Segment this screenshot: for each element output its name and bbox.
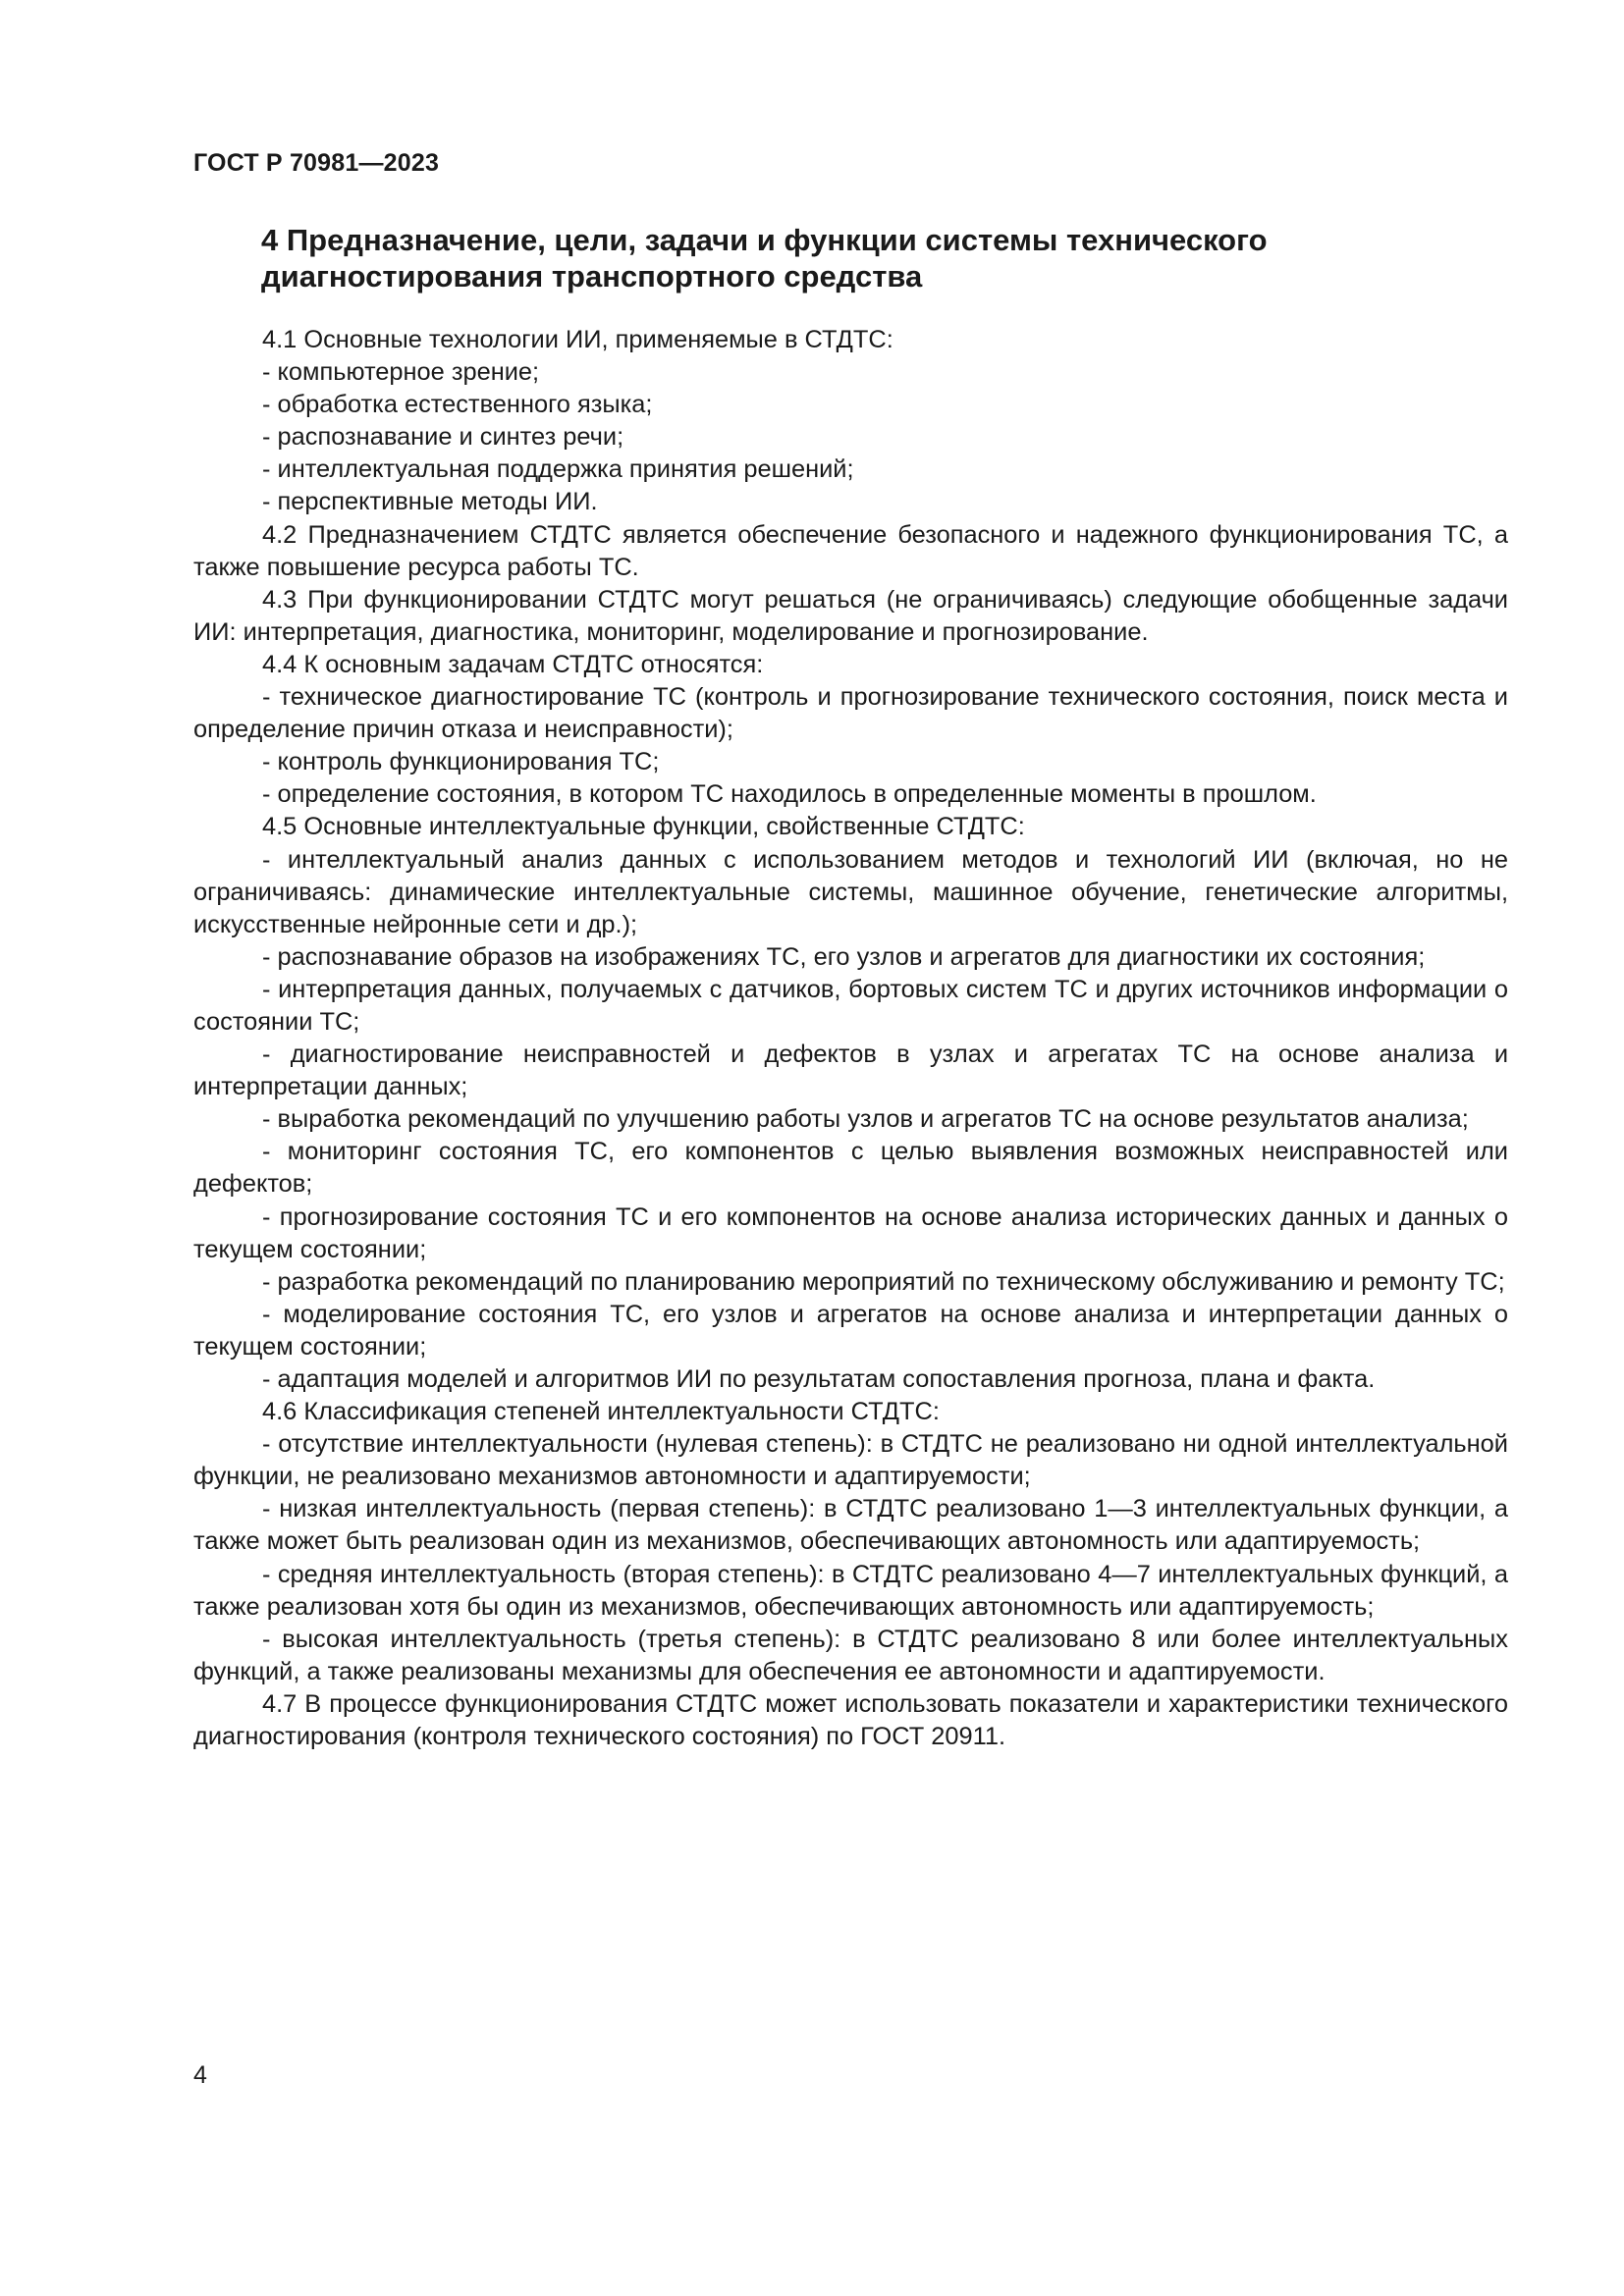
list-item: - отсутствие интеллектуальности (нулевая степень): в СТДТС не реализовано ни одной интеллектуальной функции, не реализовано механизмов автономности и адаптируемости;	[193, 1430, 1508, 1491]
list-item: - высокая интеллектуальность (третья степень): в СТДТС реализовано 8 или более интеллектуальных функций, а также реализованы механизмы для обеспечения ее автономности и адаптируемости.	[193, 1625, 1508, 1685]
list-item: - интеллектуальный анализ данных с использованием методов и технологий ИИ (включая, но не ограничиваясь: динамические интеллектуальные системы, машинное обучение, генетические алгоритмы, искусственные нейронные сети и др.);	[193, 845, 1508, 938]
paragraph-4-7: 4.7 В процессе функционирования СТДТС может использовать показатели и характеристики технического диагностирования (контроля технического состояния) по ГОСТ 20911.	[193, 1689, 1508, 1751]
list-item: - обработка естественного языка;	[262, 391, 653, 419]
list-item: - мониторинг состояния ТС, его компонентов с целью выявления возможных неисправностей или дефектов;	[193, 1138, 1508, 1199]
list-item: - распознавание и синтез речи;	[262, 423, 624, 452]
list-item: - распознавание образов на изображениях ТС, его узлов и агрегатов для диагностики их состояния;	[262, 942, 1426, 971]
paragraph-4-3: 4.3 При функционировании СТДТС могут решаться (не ограничиваясь) следующие обобщенные задачи ИИ: интерпретация, диагностика, мониторинг, моделирование и прогнозирование.	[193, 585, 1508, 646]
list-item: - средняя интеллектуальность (вторая степень): в СТДТС реализовано 4—7 интеллектуальных функций, а также реализован хотя бы один из механизмов, обеспечивающих автономность или адаптируемость;	[193, 1560, 1508, 1621]
list-item: - компьютерное зрение;	[262, 358, 540, 387]
list-item: - прогнозирование состояния ТС и его компонентов на основе анализа исторических данных и данных о текущем состоянии;	[193, 1202, 1508, 1263]
document-header: ГОСТ Р 70981—2023	[193, 149, 440, 177]
list-item: - адаптация моделей и алгоритмов ИИ по результатам сопоставления прогноза, плана и факта.	[262, 1365, 1376, 1393]
paragraph-4-2: 4.2 Предназначением СТДТС является обеспечение безопасного и надежного функционирования ТС, а также повышение ресурса работы ТС.	[193, 520, 1508, 581]
paragraph-4-1: 4.1 Основные технологии ИИ, применяемые в СТДТС:	[262, 326, 893, 353]
paragraph-4-4: 4.4 К основным задачам СТДТС относятся:	[262, 650, 764, 678]
list-item: - разработка рекомендаций по планированию мероприятий по техническому обслуживанию и ремонту ТС;	[262, 1267, 1505, 1296]
list-item: - контроль функционирования ТС;	[262, 748, 660, 776]
list-item: - определение состояния, в котором ТС находилось в определенные моменты в прошлом.	[262, 780, 1317, 809]
list-item: - низкая интеллектуальность (первая степень): в СТДТС реализовано 1—3 интеллектуальных функции, а также может быть реализован один из механизмов, обеспечивающих автономность или адаптируемость;	[193, 1495, 1508, 1556]
list-item: - интеллектуальная поддержка принятия решений;	[262, 455, 854, 484]
list-item: - перспективные методы ИИ.	[262, 488, 598, 516]
list-item: - техническое диагностирование ТС (контроль и прогнозирование технического состояния, поиск места и определение причин отказа и неисправности);	[193, 683, 1508, 744]
list-item: - интерпретация данных, получаемых с датчиков, бортовых систем ТС и других источников информации о состоянии ТС;	[193, 975, 1508, 1036]
list-item: - диагностирование неисправностей и дефектов в узлах и агрегатах ТС на основе анализа и интерпретации данных;	[193, 1041, 1508, 1101]
paragraph-4-5: 4.5 Основные интеллектуальные функции, свойственные СТДТС:	[262, 813, 1025, 841]
section-body	[193, 324, 1508, 1753]
list-item: - выработка рекомендаций по улучшению работы узлов и агрегатов ТС на основе результатов анализа;	[262, 1105, 1469, 1134]
list-item: - моделирование состояния ТС, его узлов и агрегатов на основе анализа и интерпретации данных о текущем состоянии;	[193, 1300, 1508, 1361]
page-number: 4	[193, 2061, 207, 2089]
section-title: 4 Предназначение, цели, задачи и функции системы технического диагностирования транспортного средства	[261, 223, 1268, 294]
paragraph-4-6: 4.6 Классификация степеней интеллектуальности СТДТС:	[262, 1398, 940, 1426]
